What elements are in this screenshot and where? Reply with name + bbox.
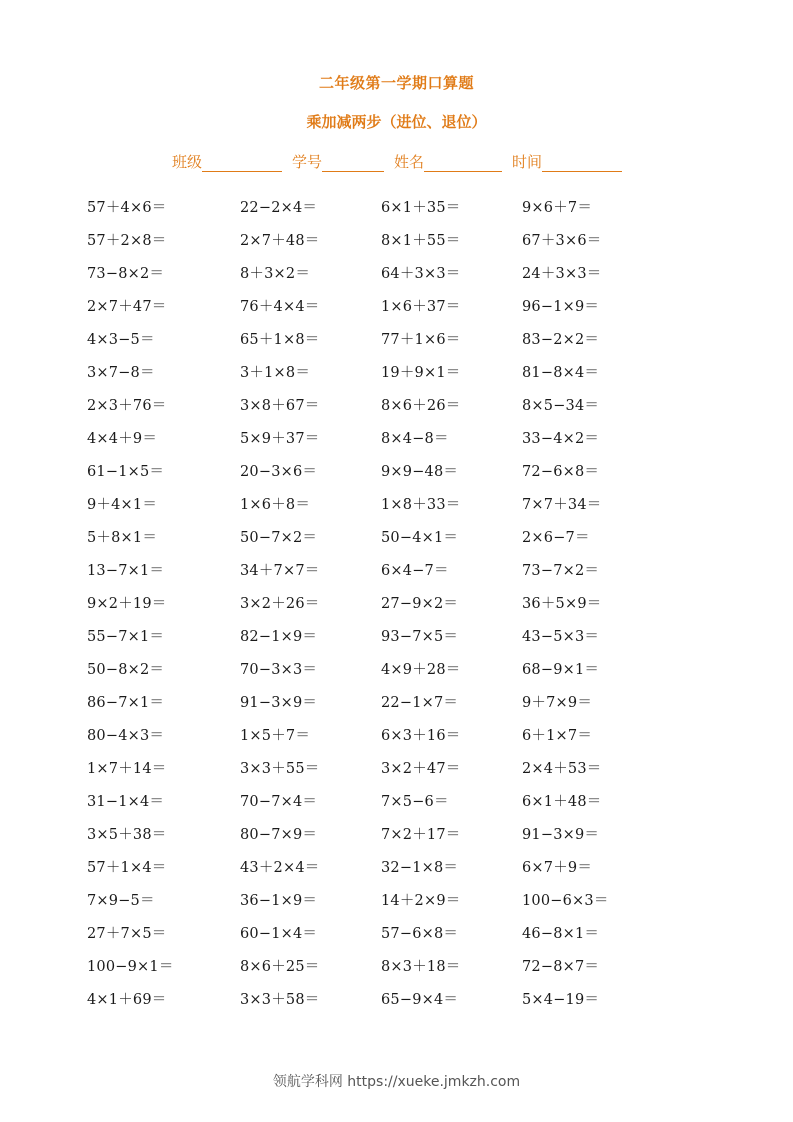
problem-item: 14＋2×9＝ bbox=[381, 893, 461, 909]
problem-item: 46−8×1＝ bbox=[522, 926, 600, 942]
problem-item: 91−3×9＝ bbox=[522, 827, 600, 843]
problem-item: 57＋2×8＝ bbox=[87, 233, 167, 249]
problem-item: 57＋1×4＝ bbox=[87, 860, 167, 876]
problem-item: 43−5×3＝ bbox=[522, 629, 600, 645]
problem-item: 80−4×3＝ bbox=[87, 728, 165, 744]
problem-item: 9×6＋7＝ bbox=[522, 200, 593, 216]
problem-item: 50−7×2＝ bbox=[240, 530, 318, 546]
problem-item: 34＋7×7＝ bbox=[240, 563, 320, 579]
problem-item: 82−1×9＝ bbox=[240, 629, 318, 645]
problem-item: 2×7＋48＝ bbox=[240, 233, 320, 249]
problem-item: 36＋5×9＝ bbox=[522, 596, 602, 612]
problem-item: 8×6＋26＝ bbox=[381, 398, 461, 414]
problem-item: 3×3＋55＝ bbox=[240, 761, 320, 777]
footer-watermark: 领航学科网 https://xueke.jmkzh.com bbox=[272, 1074, 521, 1090]
problem-item: 2×4＋53＝ bbox=[522, 761, 602, 777]
problem-item: 77＋1×6＝ bbox=[381, 332, 461, 348]
time-label: 时间 bbox=[512, 153, 543, 171]
problem-item: 73−7×2＝ bbox=[522, 563, 600, 579]
problem-item: 65−9×4＝ bbox=[381, 992, 459, 1008]
problem-item: 50−4×1＝ bbox=[381, 530, 459, 546]
problem-item: 70−3×3＝ bbox=[240, 662, 318, 678]
name-blank[interactable] bbox=[424, 155, 502, 172]
class-blank[interactable] bbox=[202, 155, 282, 172]
problem-item: 8×3＋18＝ bbox=[381, 959, 461, 975]
problem-item: 4×9＋28＝ bbox=[381, 662, 461, 678]
problem-item: 8×4−8＝ bbox=[381, 431, 449, 447]
problem-item: 1×6＋8＝ bbox=[240, 497, 311, 513]
problem-item: 8×1＋55＝ bbox=[381, 233, 461, 249]
problem-item: 96−1×9＝ bbox=[522, 299, 600, 315]
problem-item: 1×6＋37＝ bbox=[381, 299, 461, 315]
problem-item: 19＋9×1＝ bbox=[381, 365, 461, 381]
problem-item: 5＋8×1＝ bbox=[87, 530, 158, 546]
problem-item: 6×4−7＝ bbox=[381, 563, 449, 579]
problem-item: 9×2＋19＝ bbox=[87, 596, 167, 612]
problem-item: 91−3×9＝ bbox=[240, 695, 318, 711]
problem-item: 100−9×1＝ bbox=[87, 959, 174, 975]
problem-item: 7×7＋34＝ bbox=[522, 497, 602, 513]
problem-item: 2×6−7＝ bbox=[522, 530, 590, 546]
problem-item: 6×1＋48＝ bbox=[522, 794, 602, 810]
problem-item: 7×5−6＝ bbox=[381, 794, 449, 810]
problem-item: 93−7×5＝ bbox=[381, 629, 459, 645]
problem-item: 6＋1×7＝ bbox=[522, 728, 593, 744]
problem-item: 33−4×2＝ bbox=[522, 431, 600, 447]
problem-item: 1×5＋7＝ bbox=[240, 728, 311, 744]
problem-item: 32−1×8＝ bbox=[381, 860, 459, 876]
problem-item: 43＋2×4＝ bbox=[240, 860, 320, 876]
problem-item: 72−8×7＝ bbox=[522, 959, 600, 975]
name-label: 姓名 bbox=[394, 153, 425, 171]
student-id-label: 学号 bbox=[292, 153, 323, 171]
problem-item: 24＋3×3＝ bbox=[522, 266, 602, 282]
problem-item: 60−1×4＝ bbox=[240, 926, 318, 942]
problem-item: 6×1＋35＝ bbox=[381, 200, 461, 216]
page-title: 二年级第一学期口算题 bbox=[318, 74, 474, 92]
problem-item: 83−2×2＝ bbox=[522, 332, 600, 348]
problem-item: 57＋4×6＝ bbox=[87, 200, 167, 216]
problem-item: 22−2×4＝ bbox=[240, 200, 318, 216]
problem-item: 1×7＋14＝ bbox=[87, 761, 167, 777]
problem-item: 3×2＋26＝ bbox=[240, 596, 320, 612]
student-info-line bbox=[172, 150, 622, 172]
class-label: 班级 bbox=[172, 153, 203, 171]
problem-item: 72−6×8＝ bbox=[522, 464, 600, 480]
problem-item: 3×7−8＝ bbox=[87, 365, 155, 381]
problem-item: 9×9−48＝ bbox=[381, 464, 459, 480]
problem-item: 2×7＋47＝ bbox=[87, 299, 167, 315]
problem-item: 20−3×6＝ bbox=[240, 464, 318, 480]
problem-item: 64＋3×3＝ bbox=[381, 266, 461, 282]
problem-item: 1×8＋33＝ bbox=[381, 497, 461, 513]
problem-item: 31−1×4＝ bbox=[87, 794, 165, 810]
problem-item: 80−7×9＝ bbox=[240, 827, 318, 843]
problem-item: 27＋7×5＝ bbox=[87, 926, 167, 942]
problem-item: 3×2＋47＝ bbox=[381, 761, 461, 777]
problem-item: 8×6＋25＝ bbox=[240, 959, 320, 975]
page-subtitle: 乘加减两步（进位、退位） bbox=[306, 113, 487, 131]
problem-item: 5×9＋37＝ bbox=[240, 431, 320, 447]
problem-item: 4×3−5＝ bbox=[87, 332, 155, 348]
problem-item: 50−8×2＝ bbox=[87, 662, 165, 678]
problem-item: 8＋3×2＝ bbox=[240, 266, 311, 282]
problem-item: 4×1＋69＝ bbox=[87, 992, 167, 1008]
problem-item: 3×3＋58＝ bbox=[240, 992, 320, 1008]
problem-item: 6×7＋9＝ bbox=[522, 860, 593, 876]
problem-item: 27−9×2＝ bbox=[381, 596, 459, 612]
problem-item: 81−8×4＝ bbox=[522, 365, 600, 381]
problem-item: 3×5＋38＝ bbox=[87, 827, 167, 843]
problem-item: 76＋4×4＝ bbox=[240, 299, 320, 315]
problem-item: 61−1×5＝ bbox=[87, 464, 165, 480]
problem-item: 86−7×1＝ bbox=[87, 695, 165, 711]
time-blank[interactable] bbox=[542, 155, 622, 172]
problem-item: 13−7×1＝ bbox=[87, 563, 165, 579]
problem-item: 7×2＋17＝ bbox=[381, 827, 461, 843]
problem-item: 100−6×3＝ bbox=[522, 893, 609, 909]
problem-item: 57−6×8＝ bbox=[381, 926, 459, 942]
problem-item: 55−7×1＝ bbox=[87, 629, 165, 645]
problem-item: 9＋7×9＝ bbox=[522, 695, 593, 711]
problem-item: 6×3＋16＝ bbox=[381, 728, 461, 744]
problem-item: 68−9×1＝ bbox=[522, 662, 600, 678]
problem-item: 65＋1×8＝ bbox=[240, 332, 320, 348]
problem-item: 7×9−5＝ bbox=[87, 893, 155, 909]
problem-item: 67＋3×6＝ bbox=[522, 233, 602, 249]
problem-item: 4×4＋9＝ bbox=[87, 431, 158, 447]
problem-item: 36−1×9＝ bbox=[240, 893, 318, 909]
problem-grid bbox=[87, 196, 727, 1021]
problem-item: 2×3＋76＝ bbox=[87, 398, 167, 414]
problem-item: 70−7×4＝ bbox=[240, 794, 318, 810]
student-id-blank[interactable] bbox=[322, 155, 384, 172]
problem-item: 3×8＋67＝ bbox=[240, 398, 320, 414]
problem-item: 22−1×7＝ bbox=[381, 695, 459, 711]
problem-item: 8×5−34＝ bbox=[522, 398, 600, 414]
problem-item: 5×4−19＝ bbox=[522, 992, 600, 1008]
problem-item: 3＋1×8＝ bbox=[240, 365, 311, 381]
problem-item: 9＋4×1＝ bbox=[87, 497, 158, 513]
problem-item: 73−8×2＝ bbox=[87, 266, 165, 282]
